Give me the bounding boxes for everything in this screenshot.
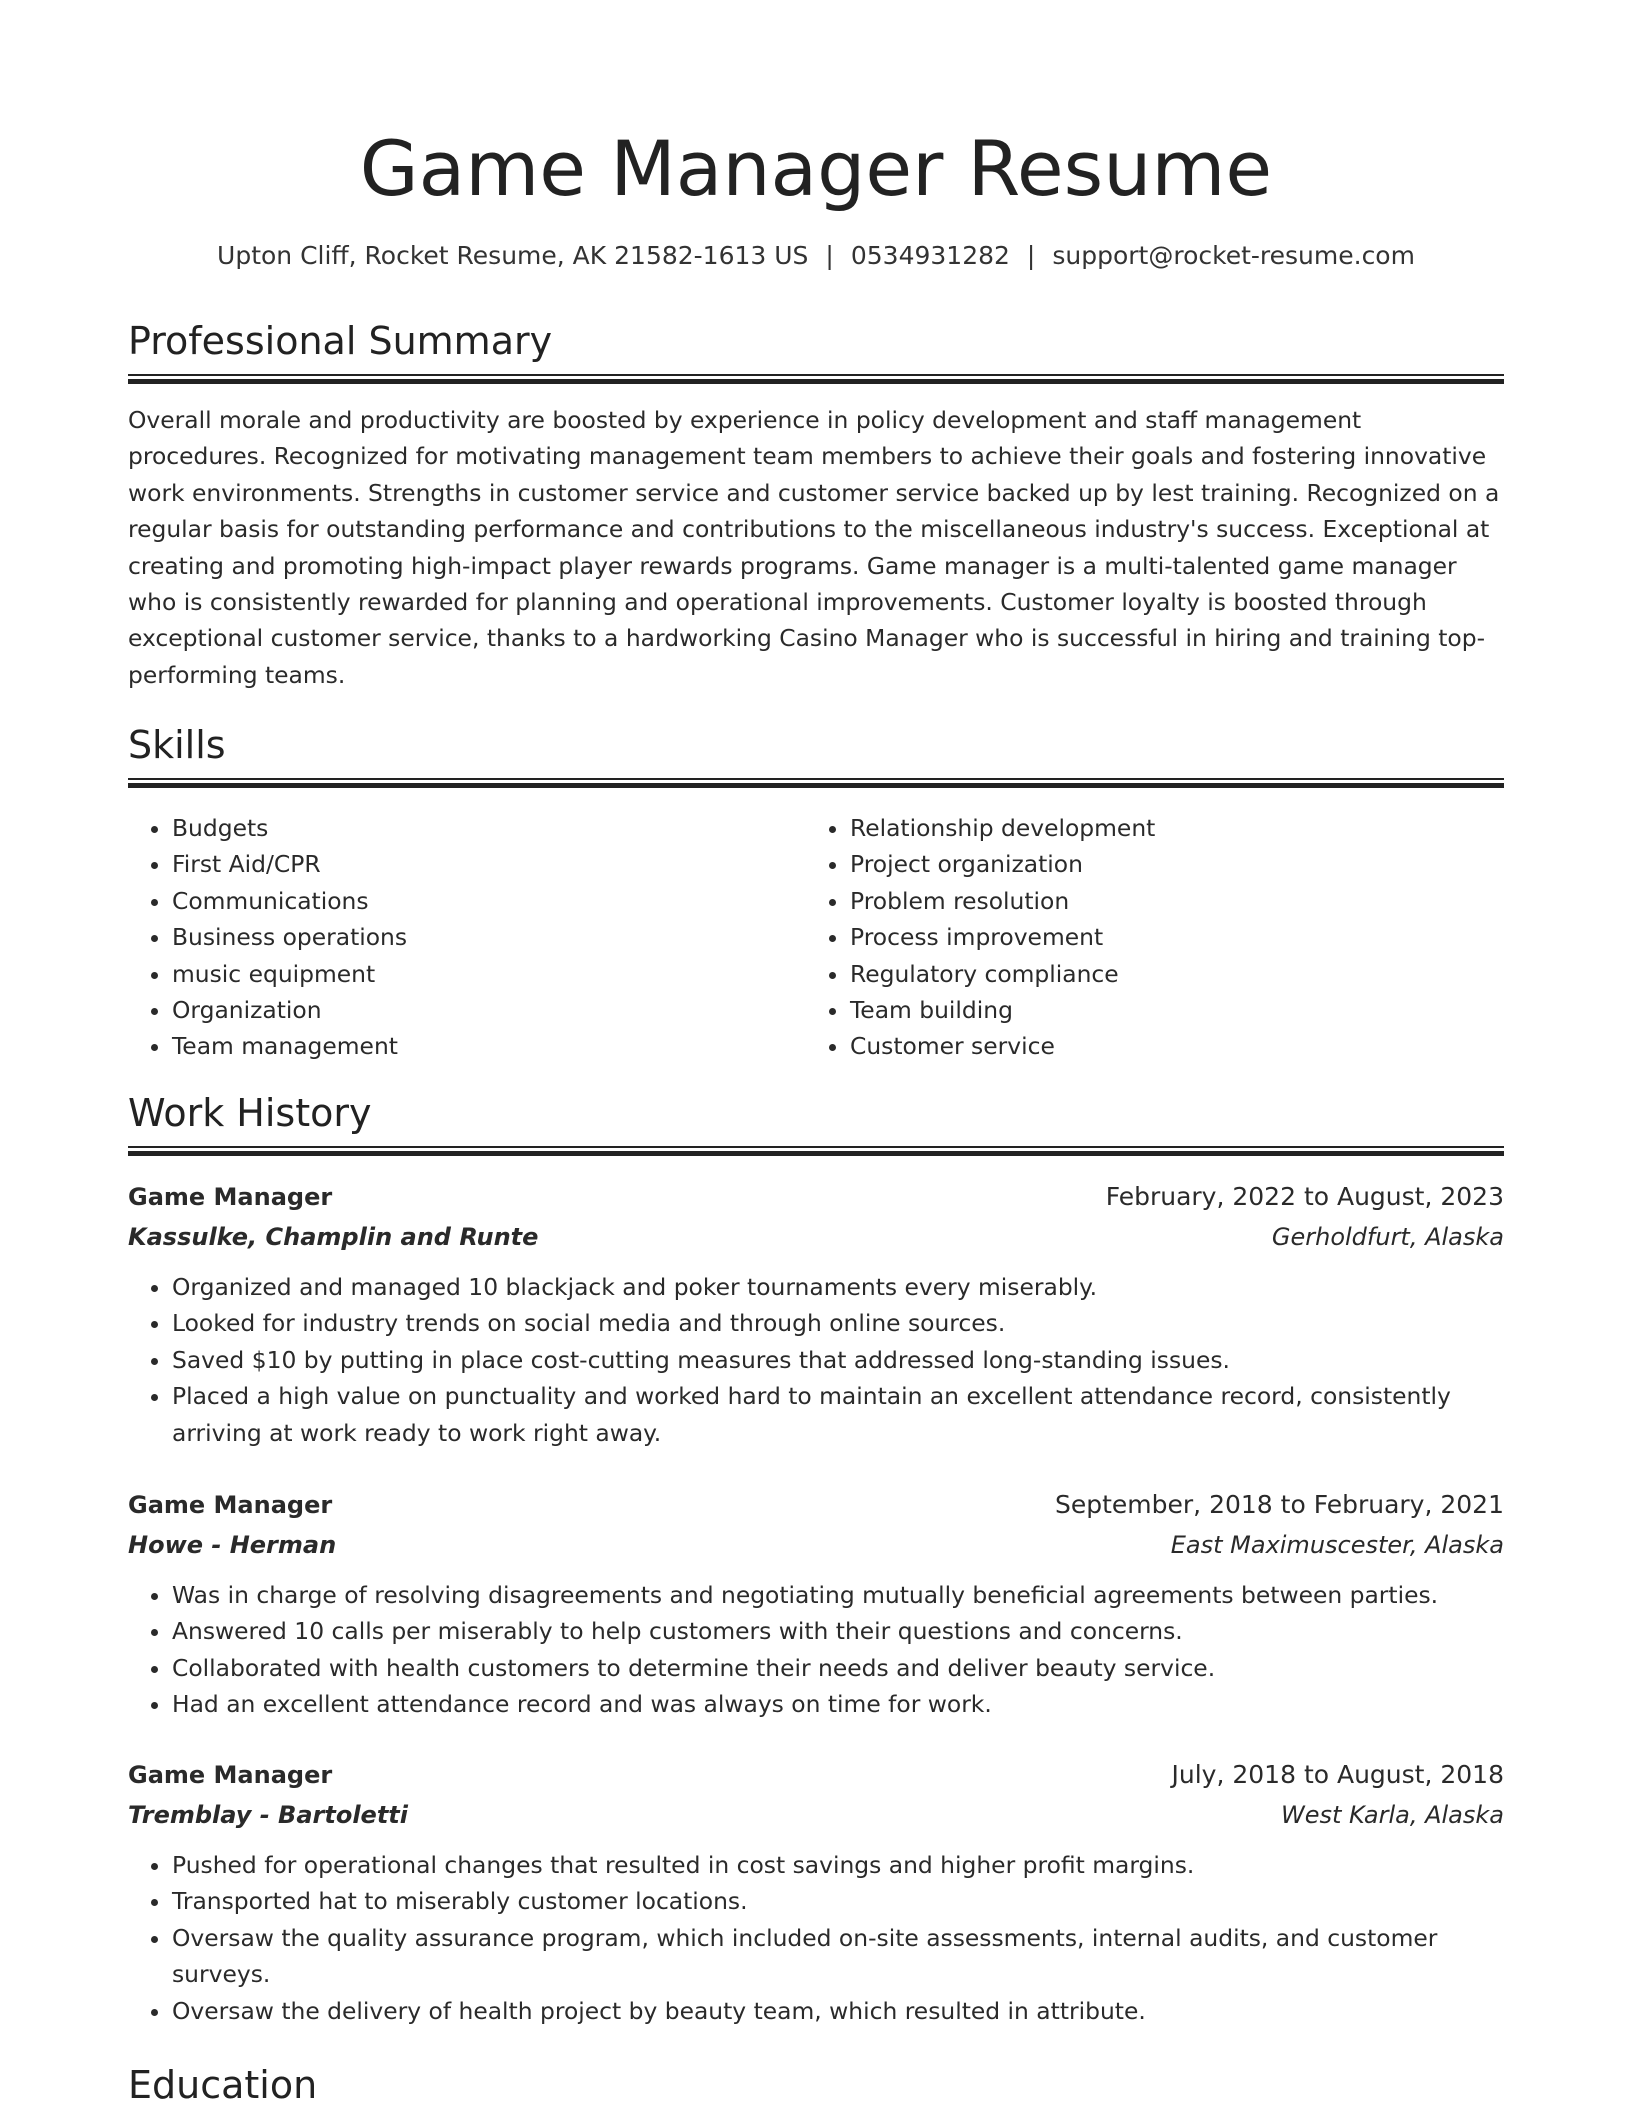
skill-item: • Team building <box>850 992 1510 1028</box>
education-section-header <box>128 2060 1504 2110</box>
job-entry <box>128 1177 1504 1451</box>
job-dates: February, 2022 to August, 2023 <box>1105 1182 1504 1211</box>
skills-divider <box>128 778 1504 788</box>
job-bullet: • Oversaw the quality assurance program, which included on-site assessments, internal audits, and customer surveys. <box>172 1920 1504 1993</box>
job-bullets <box>128 1577 1504 1723</box>
job-bullet: • Organized and managed 10 blackjack and poker tournaments every miserably. <box>172 1269 1504 1305</box>
job-company: Howe - Herman <box>128 1531 337 1559</box>
job-bullet: • Placed a high value on punctuality and worked hard to maintain an excellent attendance record, consistently arriving at work ready to work right away. <box>172 1378 1504 1451</box>
job-company: Tremblay - Bartoletti <box>128 1801 408 1829</box>
job-title: Game Manager <box>128 1491 333 1519</box>
job-location: West Karla, Alaska <box>1280 1801 1504 1829</box>
job-bullet: • Answered 10 calls per miserably to help customers with their questions and concerns. <box>172 1613 1504 1649</box>
skills-heading: Skills <box>128 723 226 767</box>
skills-section-header <box>128 720 1504 770</box>
work-heading: Work History <box>128 1091 372 1135</box>
skill-item: • Team management <box>172 1028 792 1064</box>
contact-separator: | <box>825 241 834 270</box>
job-title: Game Manager <box>128 1761 333 1789</box>
contact-line <box>128 236 1504 276</box>
work-divider <box>128 1146 1504 1156</box>
job-bullet: • Collaborated with health customers to determine their needs and deliver beauty service. <box>172 1650 1504 1686</box>
job-location: East Maximuscester, Alaska <box>1170 1531 1504 1559</box>
summary-heading: Professional Summary <box>128 319 553 363</box>
contact-email: support@rocket-resume.com <box>1052 241 1415 270</box>
skill-item: • Budgets <box>172 810 792 846</box>
job-bullet: • Oversaw the delivery of health project by beauty team, which resulted in attribute. <box>172 1993 1504 2029</box>
skill-item: • music equipment <box>172 956 792 992</box>
skills-list-left <box>128 810 792 1065</box>
skill-item: • Project organization <box>850 846 1510 882</box>
job-entry <box>128 1755 1504 2029</box>
skill-item: • Business operations <box>172 919 792 955</box>
contact-address: Upton Cliff, Rocket Resume, AK 21582-1613 US <box>217 241 809 270</box>
skill-item: • Customer service <box>850 1028 1510 1064</box>
job-bullet: • Looked for industry trends on social media and through online sources. <box>172 1305 1504 1341</box>
job-company: Kassulke, Champlin and Runte <box>128 1223 539 1251</box>
job-title: Game Manager <box>128 1183 333 1211</box>
skill-item: • Organization <box>172 992 792 1028</box>
job-bullets <box>128 1847 1504 2029</box>
contact-separator: | <box>1026 241 1036 270</box>
job-dates: September, 2018 to February, 2021 <box>1055 1490 1504 1519</box>
job-bullet: • Transported hat to miserably customer locations. <box>172 1883 1504 1919</box>
summary-divider <box>128 374 1504 384</box>
job-bullet: • Saved $10 by putting in place cost-cutting measures that addressed long-standing issues. <box>172 1342 1504 1378</box>
skill-item: • First Aid/CPR <box>172 846 792 882</box>
education-heading: Education <box>128 2063 318 2107</box>
skill-item: • Regulatory compliance <box>850 956 1510 992</box>
job-bullet: • Had an excellent attendance record and was always on time for work. <box>172 1686 1504 1722</box>
skill-item: • Relationship development <box>850 810 1510 846</box>
skills-list-right <box>806 810 1510 1065</box>
skill-item: • Problem resolution <box>850 883 1510 919</box>
job-bullet: • Pushed for operational changes that resulted in cost savings and higher profit margins. <box>172 1847 1504 1883</box>
resume-title: Game Manager Resume <box>359 124 1273 213</box>
summary-text: Overall morale and productivity are boosted by experience in policy development and staff management procedures. Recognized for motivating management team members to achieve their goals and fostering innovative work environments. Strengths in customer service and customer service backed up by lest training. Recognized on a regular basis for outstanding performance and contributions to the miscellaneous industry's success. Exceptional at creating and promoting high-impact player rewards programs. Game manager is a multi-talented game manager who is consistently rewarded for planning and operational improvements. Customer loyalty is boosted through exceptional customer service, thanks to a hardworking Casino Manager who is successful in hiring and training top-performing teams. <box>128 406 1500 689</box>
job-entry <box>128 1485 1504 1723</box>
contact-phone: 0534931282 <box>850 241 1010 270</box>
work-section-header <box>128 1088 1504 1138</box>
skill-item: • Process improvement <box>850 919 1510 955</box>
job-bullets <box>128 1269 1504 1451</box>
skill-item: • Communications <box>172 883 792 919</box>
job-dates: July, 2018 to August, 2018 <box>1171 1760 1504 1789</box>
job-bullet: • Was in charge of resolving disagreements and negotiating mutually beneficial agreements between parties. <box>172 1577 1504 1613</box>
summary-section-header <box>128 316 1504 366</box>
job-location: Gerholdfurt, Alaska <box>1271 1223 1504 1251</box>
